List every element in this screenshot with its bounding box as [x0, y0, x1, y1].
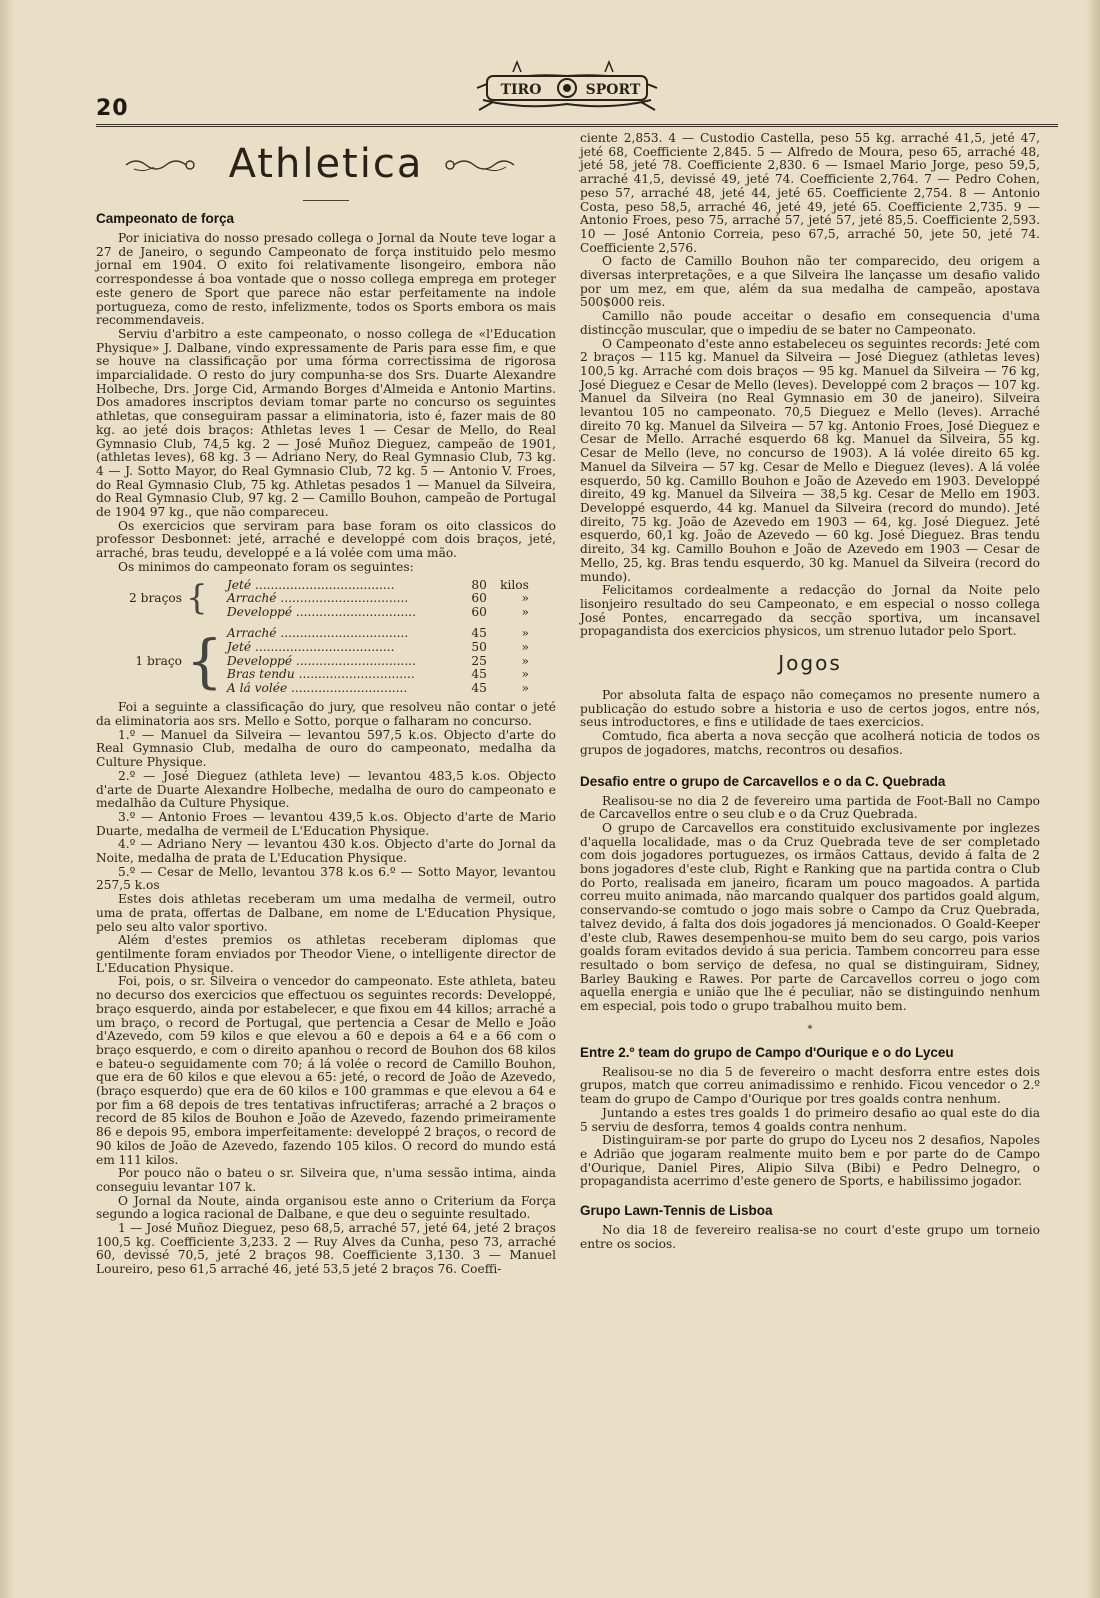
heading-campeonato-de-forca: Campeonato de força [96, 211, 235, 226]
group-label-2-bracos: 2 braços [129, 591, 182, 606]
paragraph: Os minimos do campeonato foram os seguintes: [118, 559, 414, 574]
minimum-unit: » [521, 626, 529, 641]
minimum-unit: » [521, 667, 529, 682]
paragraph: O Jornal da Noute, ainda organisou este anno o Criterium da Força segundo a logica racional de Dalbane, e que deu o seguinte resultado. [96, 1193, 556, 1222]
paragraph: Distinguiram-se por parte do grupo do Lyceu nos 2 desafios, Napoles e Adrião que jogaram realmente muito bem e por parte do de Campo d'Ourique, Daniel Pires, Alipio Silva (Bibi) e Pedro Delnegro, o propagandista acerrimo d'este genero de Sports, e habilissimo jogador. [580, 1133, 1040, 1189]
paragraph: Foi, pois, o sr. Silveira o vencedor do campeonato. Este athleta, bateu no decurso dos exercicios que effectuou os seguintes records: Developpé, braço esquerdo, ainda por estabelecer, e que fixou em 44 killos; arraché a um braço, o record de Portugal, que pertencia a Cesar de Mello e João d'Azevedo, com 59 kilos e que elevou a 60 e depois a 64 e a 66 com o braço esquerdo, e com o direito apanhou o record de Bouhon dos 68 kilos e bateu-o seguidamente com 70; á lá volée o record de Camillo Bouhon, que era de 60 kilos e que elevou a 65: jeté, o record de João de Azevedo, (braço esquerdo) que era de 60 kilos e 100 grammas e que elevou a 64 e por fim a 68 depois de tres tentativas infructiferas; arraché a 2 braços o record de 85 kilos de Bouhon e João de Azevedo, fazendo primeiramente 86 e depois 95, embora imperfeitamente: developpé 2 braços, o record de 90 kilos de João de Azevedo, fazendo 105 kilos. O record do mundo está em 111 kilos. [96, 974, 556, 1167]
paragraph: Realisou-se no dia 2 de fevereiro uma partida de Foot-Ball no Campo de Carcavellos entre o seu club e o da Cruz Quebrada. [580, 793, 1040, 822]
paragraph: No dia 18 de fevereiro realisa-se no court d'este grupo um torneio entre os socios. [580, 1223, 1040, 1251]
paragraph: Por absoluta falta de espaço não começamos no presente numero a publicação do estudo sobre a historia e uso de certos jogos, entre nós, seus introductores, e fins e utilidade de taes exercicios. [580, 688, 1040, 730]
minimum-value: 45 [471, 667, 487, 682]
paragraph: Além d'estes premios os athletas receberam diplomas que gentilmente foram enviados por Theodor Viene, o intelligente director de L'Education Physique. [96, 933, 556, 975]
exercise-name: Arraché ................................. [226, 626, 409, 641]
minimum-unit: » [521, 653, 529, 668]
minimum-unit: » [521, 604, 529, 619]
exercise-name: A lá volée .............................. [226, 680, 408, 695]
brace-icon: { [186, 626, 223, 695]
paragraph: O facto de Camillo Bouhon não ter comparecido, deu origem a diversas interpretações, e a que Silveira lhe lançasse um desafio valido por um mez, em que, além da sua medalha de campeão, apostava 500$000 reis. [580, 254, 1040, 310]
svg-text:TIRO: TIRO [500, 82, 542, 98]
paragraph: 1.º — Manuel da Silveira — levantou 597,5 k.os. Objecto d'arte do Real Gymnasio Club, medalha de ouro do campeonato, medalha da Culture Physique. [96, 727, 556, 770]
exercise-name: Jeté .................................... [226, 639, 395, 654]
exercise-name: Bras tendu .............................. [226, 667, 415, 682]
paragraph: 5.º — Cesar de Mello, levantou 378 k.os 6.º — Sotto Mayor, levantou 257,5 k.os [96, 864, 556, 893]
left-column [96, 132, 556, 1277]
section-title-athletica: Athletica [228, 141, 424, 187]
table-row [104, 627, 529, 641]
minimum-unit: » [521, 680, 529, 695]
paper-edge-right [1086, 0, 1100, 1598]
minimum-unit: kilos [500, 577, 529, 592]
minimum-value: 25 [471, 653, 487, 668]
paragraph: Foi a seguinte a classificação do jury, que resolveu não contar o jeté da eliminatoria aos srs. Mello e Sotto, porque o falharam no concurso. [96, 700, 556, 729]
minimum-unit: » [521, 639, 529, 654]
paragraph: 3.º — Antonio Froes — levantou 439,5 k.os. Objecto d'arte de Mario Duarte, medalha de vermeil de L'Education Physique. [96, 809, 556, 838]
paragraph: Serviu d'arbitro a este campeonato, o nosso collega de «l'Education Physique» J. Dalbane, vindo expressamente de Paris para esse fim, e que se houve na classificação por uma fórma correctissima de rigorosa imparcialidade. O resto do jury compunha-se dos Srs. Duarte Alexandre Holbeche, Drs. Jorge Cid, Armando Borges d'Almeida e Antonio Martins. Dos amadores inscriptos deviam tomar parte no concurso os seguintes athletas, que conseguiram passar a eliminatoria, isto é, fazer mais de 80 kg. ao jeté dois braços: Athletas leves 1 — Cesar de Mello, do Real Gymnasio Club, 74,5 kg. 2 — José Muñoz Dieguez, campeão de 1901, (athletas leves), 68 kg. 3 — Adriano Nery, do Real Gymnasio Club, 73 kg. 4 — J. Sotto Mayor, do Real Gymnasio Club, 72 kg. 5 — Antonio V. Froes, do Real Gymnasio Club, 75 kg. Athletas pesados 1 — Manuel da Silveira, do Real Gymnasio Club, 97 kg. 2 — Camillo Bouhon, campeão de Portugal de 1904 97 kg., que não compareceu. [96, 326, 556, 520]
minimum-value: 50 [471, 639, 487, 654]
minimum-value: 60 [471, 591, 487, 606]
paragraph: Comtudo, fica aberta a nova secção que acolherá noticia de todos os grupos de jogadores, matchs, recontros ou desafios. [580, 729, 1040, 757]
paragraph: Camillo não poude acceitar o desafio em consequencia d'uma distincção muscular, que o impediu de se bater no Campeonato. [580, 309, 1040, 337]
minimum-value: 45 [471, 626, 487, 641]
flourish-left-icon [124, 155, 196, 175]
paragraph: Por iniciativa do nosso presado collega o Jornal da Noute teve logar a 27 de Janeiro, o segundo Campeonato de força instituido pelo mesmo jornal em 1904. O exito foi relativamente lisongeiro, embora não correspondesse á boa vontade que o nosso collega emprega em proteger este genero de Sport que parece não estar perfeitamente na indole portugueza, como de resto, infelizmente, todos os Sports embora os mais recommendaveis. [96, 231, 556, 328]
group-label-1-braco: 1 braço [135, 653, 182, 668]
athletica-title-block [96, 138, 556, 190]
minimum-value: 60 [471, 604, 487, 619]
heading-campo-dourique: Entre 2.º team do grupo de Campo d'Ourique e o do Lyceu [580, 1044, 954, 1060]
exercise-name: Jeté .................................... [226, 577, 395, 592]
divider [303, 200, 349, 201]
page-number: 20 [96, 96, 129, 121]
paragraph: O grupo de Carcavellos era constituido exclusivamente por inglezes d'aquella localidade, mas o da Cruz Quebrada teve de ser completado com dois jogadores portuguezes, os irmãos Cattaus, devido á falta de 2 bons jogadores d'este club, Right e Ranking que na partida contra o Club do Porto, realisada em janeiro, ficaram um pouco magoados. A partida correu muito animada, não marcando qualquer dos partidos goald algum, conservando-se comtudo o jogo mais sobre o Campo da Cruz Quebrada, talvez devido, á falta dos dois jogadores já mencionados. O Goald-Keeper d'este club, Rawes desempenhou-se muito bem do seu cargo, pois varios goalds foram evitados devido á sua pericia. Tambem concorreu para esse resultado o bom serviço de defesa, no qual se distinguiram, Sidney, Barley Bauking e Rawes. Por parte de Carcavellos correu o jogo com aquella energia e união que lhe é peculiar, não se distinguindo nenhum em especial, pois todo o grupo trabalhou muito bem. [580, 820, 1040, 1014]
paragraph: O Campeonato d'este anno estabeleceu os seguintes records: Jeté com 2 braços — 115 kg. Manuel da Silveira — José Dieguez (athletas leves) 100,5 kg. Arraché com dois braços — 95 kg. Manuel da Silveira — 76 kg, José Dieguez e Cesar de Mello (leves). Developpé com 2 braços — 107 kg. Manuel da Silveira (no Real Gymnasio em 30 de janeiro). Silveira levantou 105 no campeonato. 70,5 Dieguez e Mello (leves). Arraché direito 70 kg. Manuel da Silveira — 57 kg. Antonio Froes, José Dieguez e Cesar de Mello. Arraché esquerdo 68 kg. Manuel da Silveira, 55 kg. Cesar de Mello (leve, no concurso de 1903). A lá volée direito 65 kg. Manuel da Silveira — 57 kg. Cesar de Mello e Dieguez (leves). A lá volée esquerdo, 50 kg. Camillo Bouhon e João de Azevedo em 1903. Developpé direito, 49 kg. Manuel da Silveira — 38,5 kg. Cesar de Mello em 1903. Developpé esquerdo, 44 kg. Manuel da Silveira (record do mundo). Jeté direito, 75 kg. João de Azevedo em 1903 — 64, kg. José Dieguez. Jeté esquerdo, 60,1 kg. João de Azevedo — 60 kg. José Dieguez. Bras tendu direito, 34 kg. Camillo Bouhon e João de Azevedo em 1903 — Cesar de Mello, 25, kg. Bras tendu esquerdo, 30 kg. Manuel da Silveira (record do mundo). [580, 336, 1040, 584]
minimum-value: 80 [471, 577, 487, 592]
header-rule [96, 124, 1058, 127]
paragraph: Realisou-se no dia 5 de fevereiro o macht desforra entre estes dois grupos, match que correu animadissimo e renhido. Ficou vencedor o 2.º team do grupo de Campo d'Ourique por tres goalds contra nenhum. [580, 1064, 1040, 1107]
exercise-name: Developpé ............................... [226, 604, 417, 619]
paragraph: 2.º — José Dieguez (athleta leve) — levantou 483,5 k.os. Objecto d'arte de Duarte Alexandre Holbeche, medalha de ouro do campeonato e medalhão da Culture Physique. [96, 768, 556, 811]
exercise-name: Developpé ............................... [226, 653, 417, 668]
flourish-right-icon [444, 155, 516, 175]
heading-carcavellos: Desafio entre o grupo de Carcavellos e o da C. Quebrada [580, 773, 946, 789]
brace-icon: { [186, 578, 208, 619]
paragraph: Por pouco não o bateu o sr. Silveira que, n'uma sessão intima, ainda conseguiu levantar 107 k. [96, 1166, 556, 1194]
minimos-table [104, 579, 529, 696]
paragraph: 4.º — Adriano Nery — levantou 430 k.os. Objecto d'arte do Jornal da Noite, medalha de prata de L'Education Physique. [96, 837, 556, 866]
tiro-e-sport-logo [473, 58, 661, 112]
paragraph: Juntando a estes tres goalds 1 do primeiro desafio ao qual este do dia 5 serviu de desforra, temos 4 goalds contra nenhum. [580, 1105, 1040, 1134]
star-divider: * [807, 1023, 813, 1035]
exercise-name: Arraché ................................. [226, 591, 409, 606]
paragraph: Felicitamos cordealmente a redacção do Jornal da Noite pelo lisonjeiro resultado do seu Campeonato, e em especial o nosso collega José Pontes, encarregado da secção sportiva, um incansavel propagandista dos exercicios physicos, um strenuo lutador pelo Sport. [580, 583, 1040, 639]
heading-lawn-tennis: Grupo Lawn-Tennis de Lisboa [580, 1203, 773, 1219]
paragraph: Estes dois athletas receberam um uma medalha de vermeil, outro uma de prata, offertas de Dalbane, em nome de L'Education Physique, pelo seu alto valor sportivo. [96, 892, 556, 934]
svg-text:SPORT: SPORT [585, 82, 641, 98]
paragraph: ciente 2,853. 4 — Custodio Castella, peso 55 kg. arraché 41,5, jeté 47, jeté 68, Coefficiente 2,845. 5 — Alfredo de Moura, peso 65, arraché 48, jeté 58, jeté 78. Coefficiente 2,830. 6 — Ismael Mario Jorge, peso 59,5, arraché 41,5, devissé 49, jeté 74. Coefficiente 2,764. 7 — Pedro Cohen, peso 57, arraché 48, jeté 44, jeté 65. Coefficiente 2,754. 8 — Antonio Costa, peso 58,5, arraché 46, jeté 49, jeté 65. Coefficiente 2,735. 9 — Antonio Froes, peso 75, arraché 57, jeté 57, jeté 85,5. Coefficiente 2,593. 10 — José Antonio Correia, peso 67,5, arraché 50, jete 50, jeté 74. Coefficiente 2,576. [580, 131, 1040, 255]
right-column [580, 132, 1040, 1252]
paragraph: 1 — José Muñoz Dieguez, peso 68,5, arraché 57, jeté 64, jeté 2 braços 100,5 kg. Coefficiente 3,233. 2 — Ruy Alves da Cunha, peso 73, arraché 60, devissé 70,5, jeté 2 braços 98. Coefficiente 3,130. 3 — Manuel Loureiro, peso 61,5 arraché 46, jeté 53,5 jeté 2 braços 76. Coeffi- [96, 1221, 556, 1277]
paper-edge-left [0, 0, 14, 1598]
section-title-jogos: Jogos [778, 651, 842, 676]
table-row [104, 579, 529, 593]
minimum-unit: » [521, 591, 529, 606]
minimum-value: 45 [471, 680, 487, 695]
paragraph: Os exercicios que serviram para base foram os oito classicos do professor Desbonnet: jeté, arraché e developpé com dois braços, jeté, arraché, bras teudu, developpé e a lá volée com uma mão. [96, 518, 556, 561]
